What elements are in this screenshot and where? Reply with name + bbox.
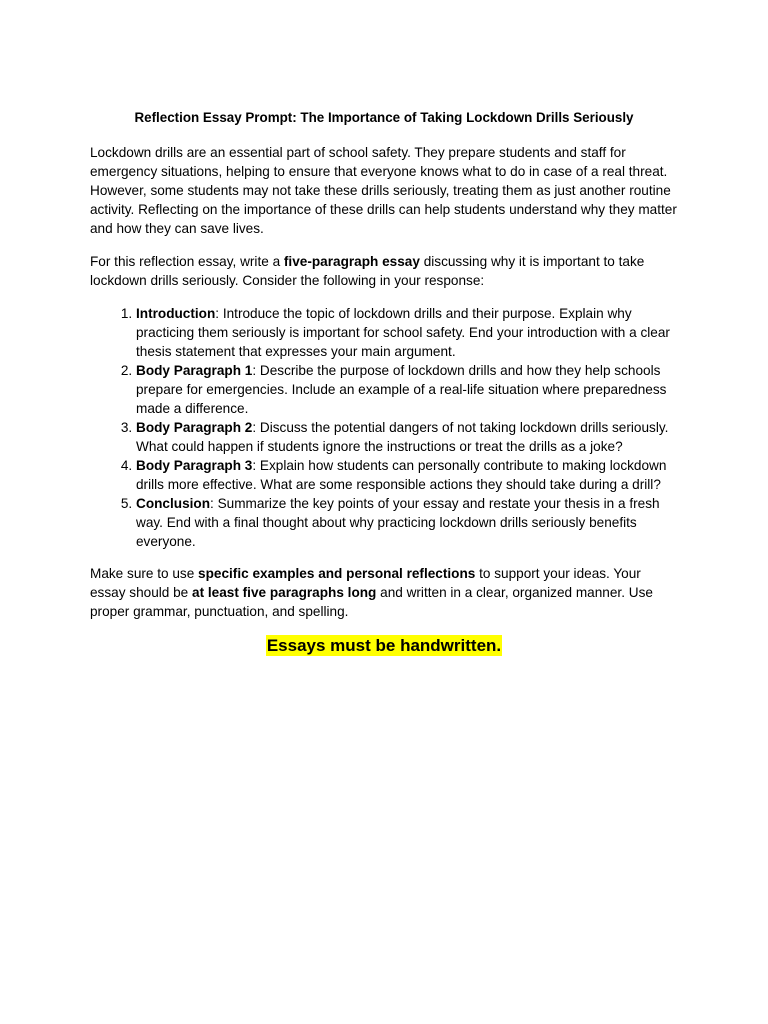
notice-container — [90, 635, 678, 656]
task-text-bold: five-paragraph essay — [283, 254, 420, 269]
list-item-label: Body Paragraph 2 — [136, 420, 253, 435]
closing-paragraph — [90, 564, 678, 621]
list-item-label: Introduction — [136, 306, 216, 321]
list-item-text: : Discuss the potential dangers of not taking lockdown drills seriously. What could happen if students ignore the instructions or treat the drills as a joke? — [136, 420, 669, 454]
closing-bold-1: specific examples and personal reflections — [198, 566, 476, 581]
closing-bold-2: at least five paragraphs long — [192, 585, 377, 600]
handwritten-notice: Essays must be handwritten. — [266, 636, 502, 655]
closing-text-2: to support your ideas. Your essay should be — [90, 566, 641, 600]
closing-text-1: Make sure to use — [90, 566, 199, 581]
list-item-text: : Describe the purpose of lockdown drills and how they help schools prepare for emergencies. Include an example of a real-life situation where preparedness made a difference. — [136, 363, 667, 416]
list-item-label: Body Paragraph 3 — [136, 458, 253, 473]
list-item-text: : Summarize the key points of your essay and restate your thesis in a fresh way. End with a final thought about why practicing lockdown drills seriously benefits everyone. — [136, 496, 660, 549]
closing-text-3: and written in a clear, organized manner. Use proper grammar, punctuation, and spelling. — [90, 585, 653, 619]
list-item — [136, 304, 678, 361]
list-item — [136, 418, 678, 456]
task-text-before: For this reflection essay, write a — [90, 254, 284, 269]
task-paragraph — [90, 252, 678, 290]
prompt-list — [90, 304, 678, 551]
list-item — [136, 361, 678, 418]
list-item-text: : Introduce the topic of lockdown drills and their purpose. Explain why practicing them seriously is important for school safety. End your introduction with a clear thesis statement that expresses your main argument. — [136, 306, 670, 359]
task-text-after: discussing why it is important to take lockdown drills seriously. Consider the following in your response: — [90, 254, 645, 288]
list-item-text: : Explain how students can personally contribute to making lockdown drills more effective. What are some responsible actions they should take during a drill? — [136, 458, 667, 492]
list-item-label: Body Paragraph 1 — [136, 363, 253, 378]
list-item-label: Conclusion — [136, 496, 211, 511]
list-item — [136, 494, 678, 551]
page-title: Reflection Essay Prompt: The Importance of Taking Lockdown Drills Seriously — [134, 110, 634, 125]
list-item — [136, 456, 678, 494]
intro-paragraph: Lockdown drills are an essential part of school safety. They prepare students and staff for emergency situations, helping to ensure that everyone knows what to do in case of a real threat. However, some students may not take these drills seriously, treating them as just another routine activity. Reflecting on the importance of these drills can help students understand why they matter and how they can save lives. — [90, 145, 677, 236]
